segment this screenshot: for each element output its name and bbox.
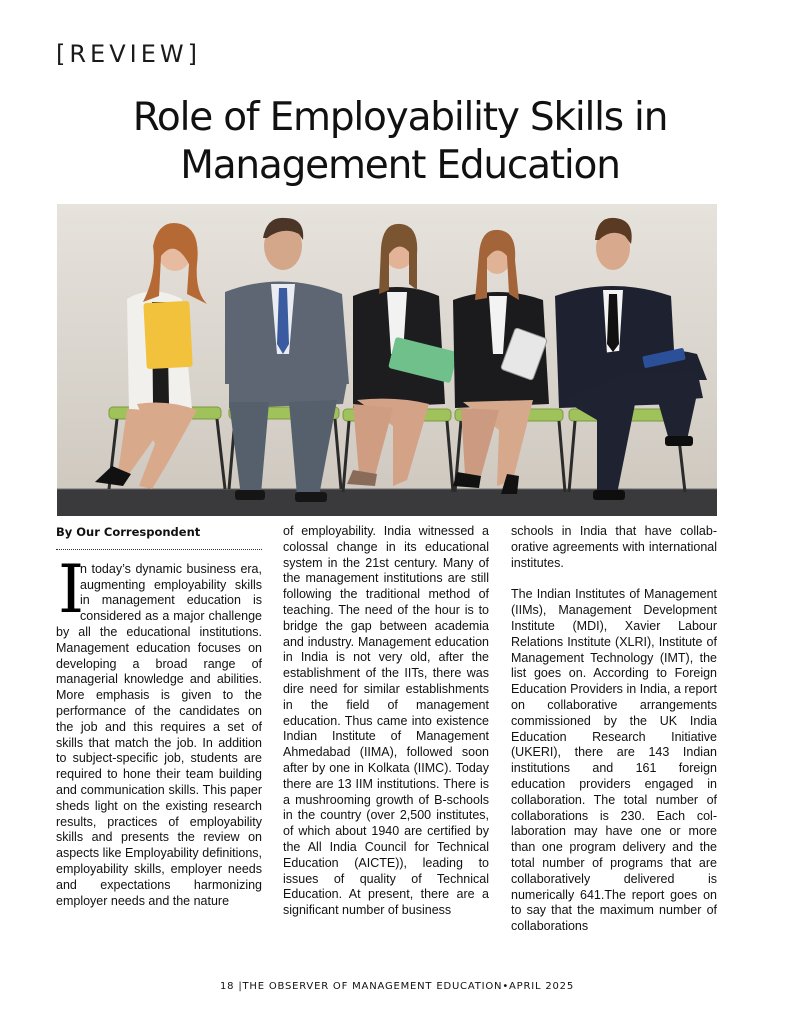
paragraph-collaborations-end: schools in India that have collaborative agreements with international institutes. [511, 524, 717, 570]
title-line-2: Management Education [180, 143, 620, 188]
lead-paragraph-text: n today’s dynamic business era, augmenting employability skills in management education is considered as a major challenge by all the educational institutions. Management education focuses on developing a broad range of managerial knowledge and abilities. More emphasis is given to the performance of the candidates on the job and this requires a set of skills that match the job. In addition to subject-specific job, students are required to hone their team building and communication skills. This paper sheds light on the existing research results, practices of employability skills and presents the review on aspects like Employability definitions, employability skills, employer needs and expectations harmonizing employer needs and the nature [56, 561, 262, 908]
article-title [60, 94, 740, 190]
column-2 [283, 524, 489, 964]
page-footer: 18 |THE OBSERVER OF MANAGEMENT EDUCATION•APRIL 2025 [220, 981, 574, 992]
column-1 [56, 524, 262, 964]
paragraph-institutes: The Indian Institutes of Management (IIMs), Management Development Institute (MDI), Xavier Labour Relations Institute (XLRI), Institute of Management Technology (IMT), the list goes on. According to Foreign Education Providers in India, a report on collaborative arrangements commissioned by the UK India Education Research Initiative (UKERI), there are 143 Indian institutions and 161 foreign education providers engaged in collaboration. The total number of collaborations is 230. Each collaboration may have one or more than one program delivery and the total number of programs that are collaboratively delivered is numerically 641.The report goes on to say that the maximum number of collaborations [511, 587, 717, 934]
section-tag: [REVIEW] [56, 40, 201, 68]
lead-paragraph [56, 550, 262, 910]
column-3 [511, 524, 717, 964]
drop-cap: I [58, 550, 85, 628]
paragraph-continued: of employability. India witnessed a colossal change in its educational system in the 21st century. Many of the management institutions are still following the traditional method of teaching. The need of the hour is to bridge the gap between academia and industry. Management education in India is not very old, after the establishment of the IITs, there was dire need for similar establishments in the field of management education. Thus came into existence Indian Institute of Management Ahmedabad (IIMA), followed soon after by one in Kolkata (IIMC). Today there are 13 IIM institutions. There is a mushrooming growth of B-schools in the country (over 2,500 institutes, of which about 1940 are certified by the All India Council for Technical Education (AICTE)), leading to issues of quality of Technical Education. At present, there are a significant number of business [283, 524, 489, 918]
title-line-1: Role of Employability Skills in [132, 95, 668, 140]
header-photo [57, 204, 717, 516]
byline: By Our Correspondent [56, 524, 262, 550]
